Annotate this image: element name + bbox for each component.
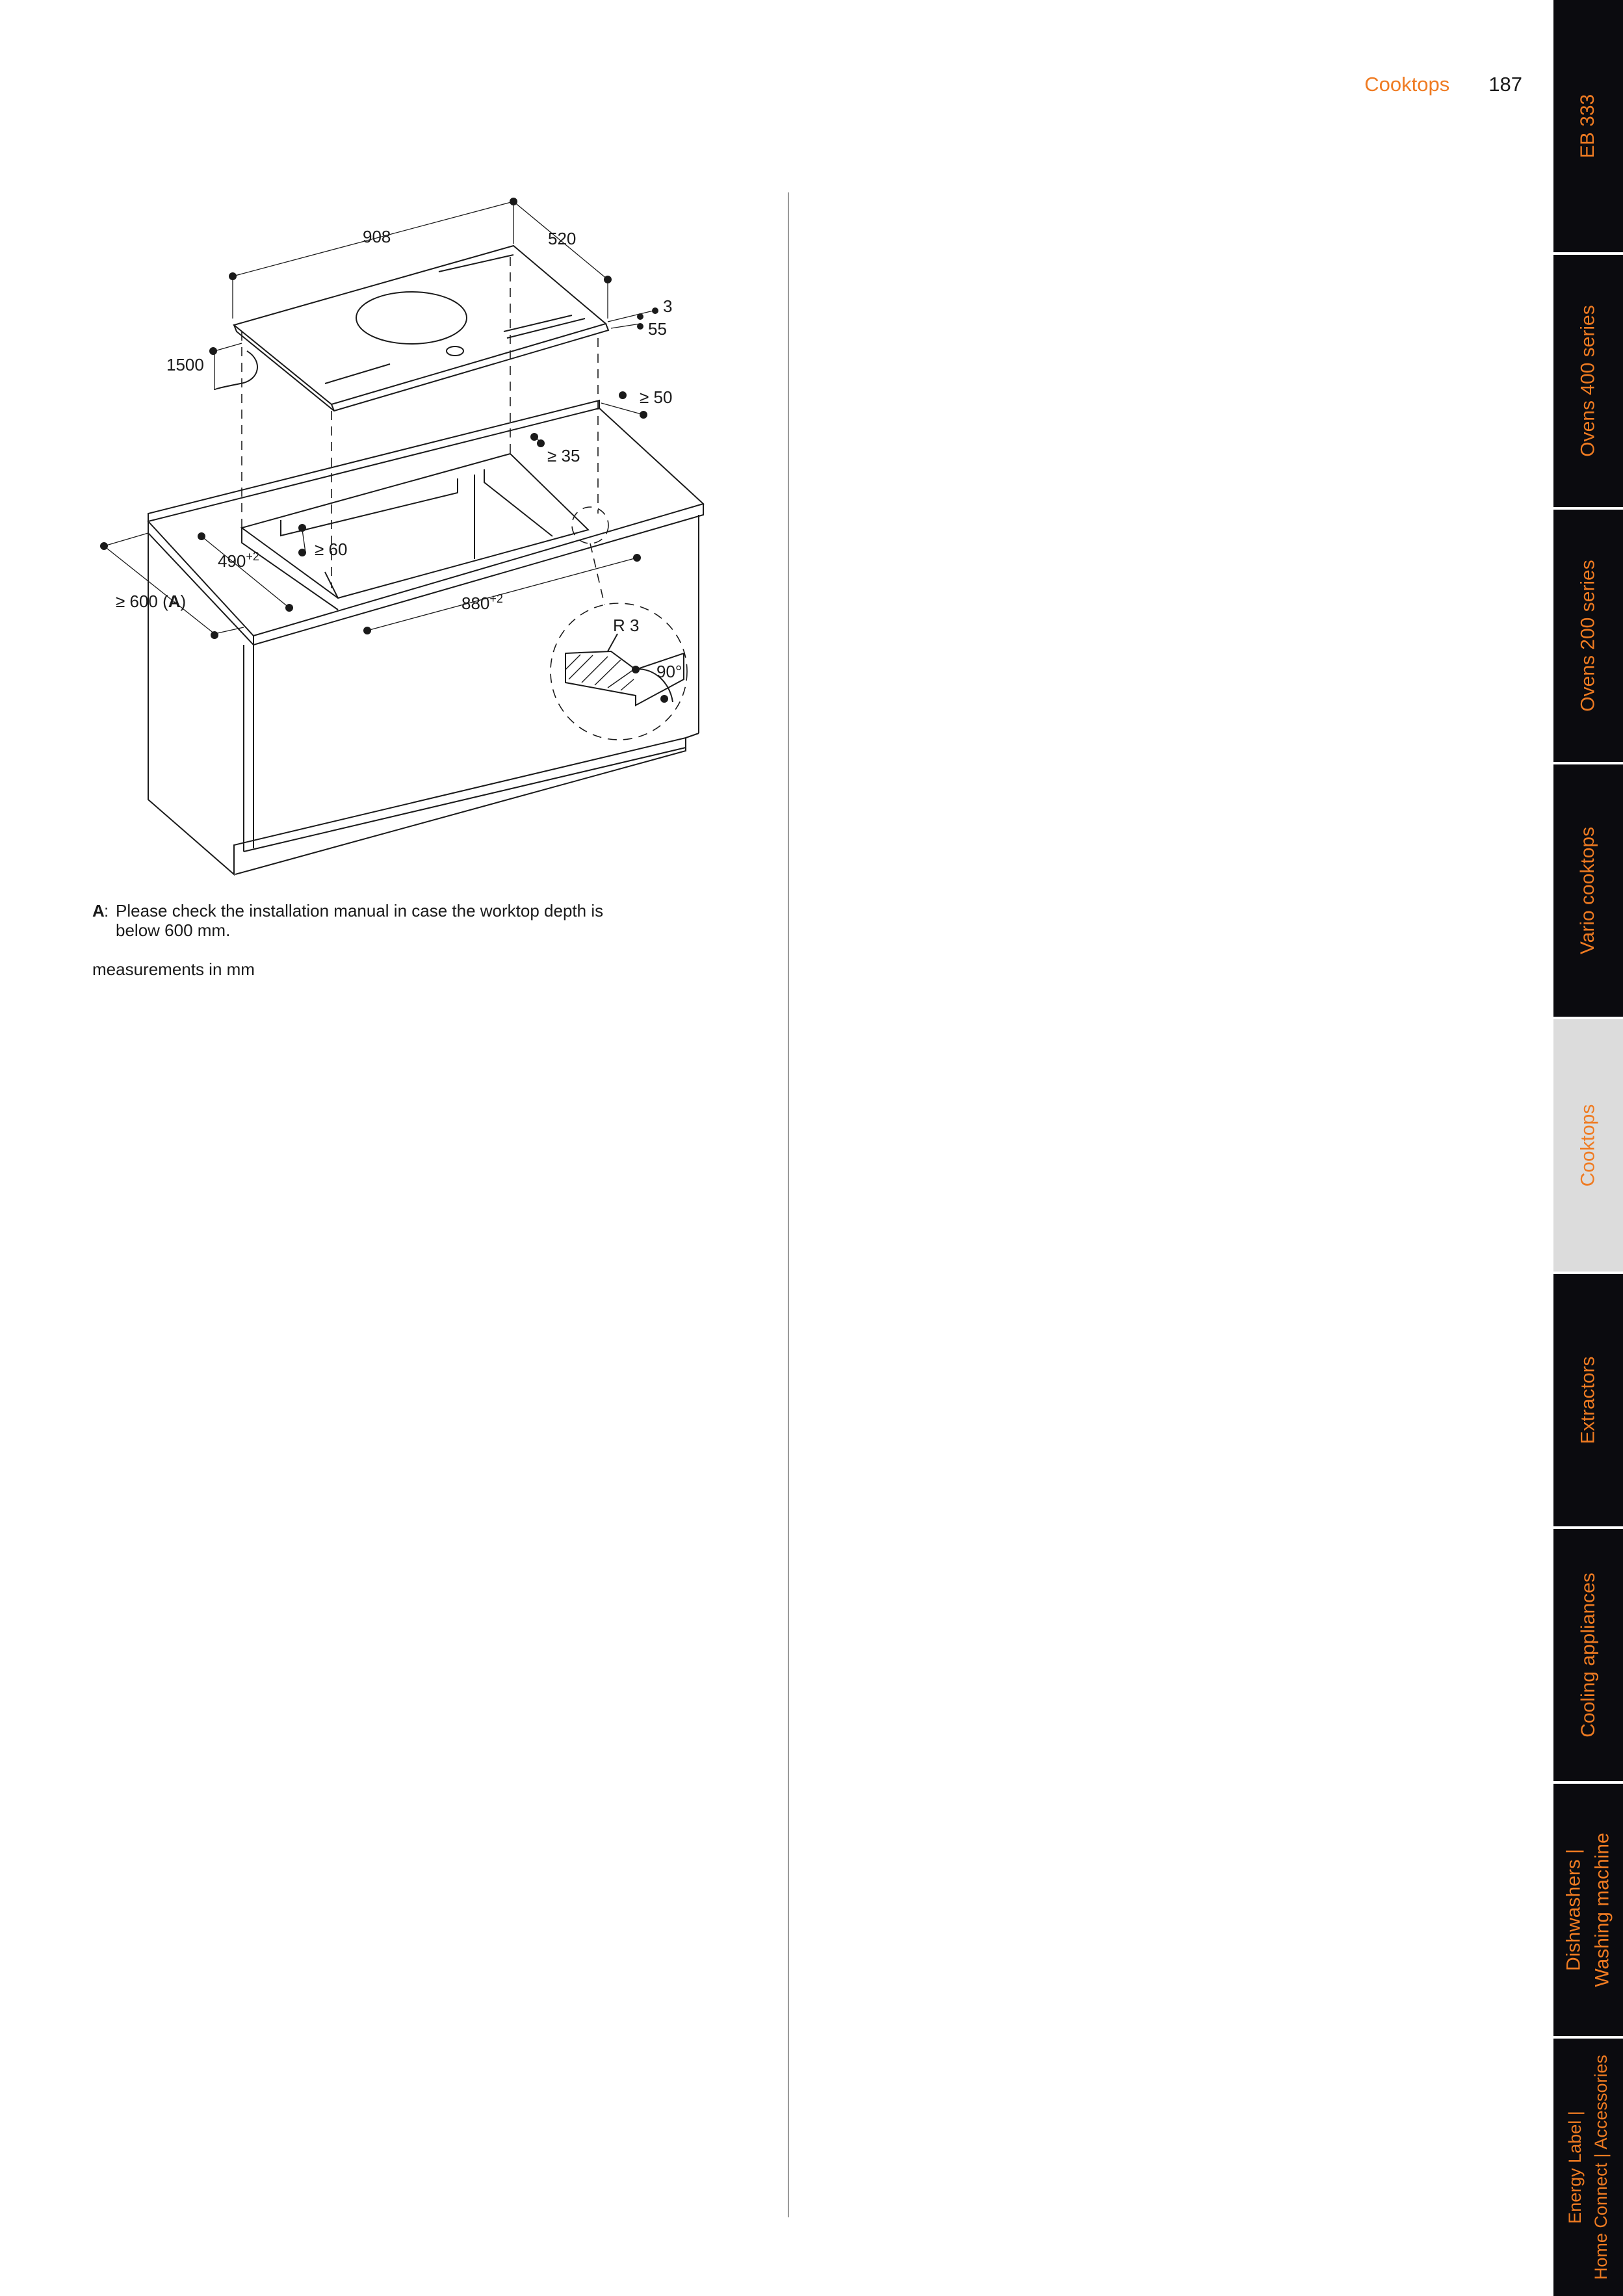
dim-angle: 90°: [656, 662, 682, 681]
cooktop-outline: [234, 246, 606, 404]
page-number: 187: [1488, 73, 1522, 96]
dim-worktop-depth-ref: A: [168, 592, 181, 611]
tab-dishwashers-washing-machine[interactable]: [1553, 1784, 1623, 2037]
tab-label: Ovens 200 series: [1577, 560, 1599, 712]
tab-label: Vario cooktops: [1577, 826, 1599, 955]
column-divider: [788, 192, 789, 2217]
worktop-top: [148, 408, 703, 636]
tab-energy-label-home-connect-accessories[interactable]: [1553, 2039, 1623, 2296]
dim-cutout-width-value: 880: [461, 594, 490, 613]
dim-cable: 1500: [166, 355, 204, 374]
dim-cutout-width: [461, 592, 503, 613]
worktop-cutout: [242, 454, 588, 598]
page-header: [1364, 73, 1522, 96]
tab-extractors[interactable]: [1553, 1274, 1623, 1528]
dim-rear-clearance: ≥ 50: [640, 387, 673, 407]
detail-marker: [572, 507, 608, 543]
tab-label-line-1: Dishwashers |: [1563, 1849, 1585, 1971]
chapter-sidebar: [1553, 0, 1623, 2296]
dim-cutout-depth: [218, 550, 259, 571]
dim-cutout-to-wall: ≥ 35: [547, 446, 580, 465]
tab-label: EB 333: [1577, 94, 1599, 159]
tab-label: Extractors: [1577, 1356, 1599, 1444]
dim-cutout-depth-value: 490: [218, 551, 246, 571]
tab-eb-333[interactable]: [1553, 0, 1623, 254]
installation-diagram: [0, 0, 728, 897]
dim-cutout-width-tolerance: +2: [489, 592, 503, 605]
footnote-text: Please check the installation manual in case the worktop depth is below 600 mm.: [116, 901, 604, 940]
footnote-key: A: [92, 901, 105, 920]
tab-label-line-2: Home Connect | Accessories: [1591, 2054, 1611, 2280]
tab-label: Ovens 400 series: [1577, 305, 1599, 457]
footnote: [92, 901, 632, 940]
footnote-colon: :: [104, 901, 109, 920]
section-title: Cooktops: [1364, 73, 1450, 96]
cabinet-body: [148, 533, 686, 874]
power-cable: [214, 351, 257, 390]
tab-vario-cooktops[interactable]: [1553, 764, 1623, 1018]
tab-label: Cooling appliances: [1577, 1572, 1599, 1738]
dim-front-gap: ≥ 60: [315, 540, 348, 559]
tab-label-line-1: Energy Label |: [1565, 2111, 1585, 2224]
tab-ovens-200-series[interactable]: [1553, 510, 1623, 763]
dim-thickness-b: 55: [648, 319, 667, 339]
tab-cooling-appliances[interactable]: [1553, 1529, 1623, 1782]
tab-label: Cooktops: [1577, 1104, 1599, 1187]
dim-thickness-a: 3: [663, 296, 673, 316]
cooking-zone: [356, 292, 467, 344]
units-note: measurements in mm: [92, 959, 255, 979]
dim-cutout-depth-tolerance: +2: [246, 550, 259, 563]
control-knob: [447, 346, 463, 356]
dim-worktop-depth: [116, 592, 186, 611]
dim-depth: 520: [548, 229, 577, 248]
dim-width: 908: [363, 227, 391, 246]
tab-label-line-2: Washing machine: [1591, 1833, 1613, 1987]
tab-cooktops[interactable]: [1553, 1019, 1623, 1273]
dim-worktop-depth-value: ≥ 600 (: [116, 592, 168, 611]
dim-worktop-depth-close: ): [180, 592, 187, 611]
tab-ovens-400-series[interactable]: [1553, 255, 1623, 508]
dim-radius: R 3: [613, 616, 640, 635]
